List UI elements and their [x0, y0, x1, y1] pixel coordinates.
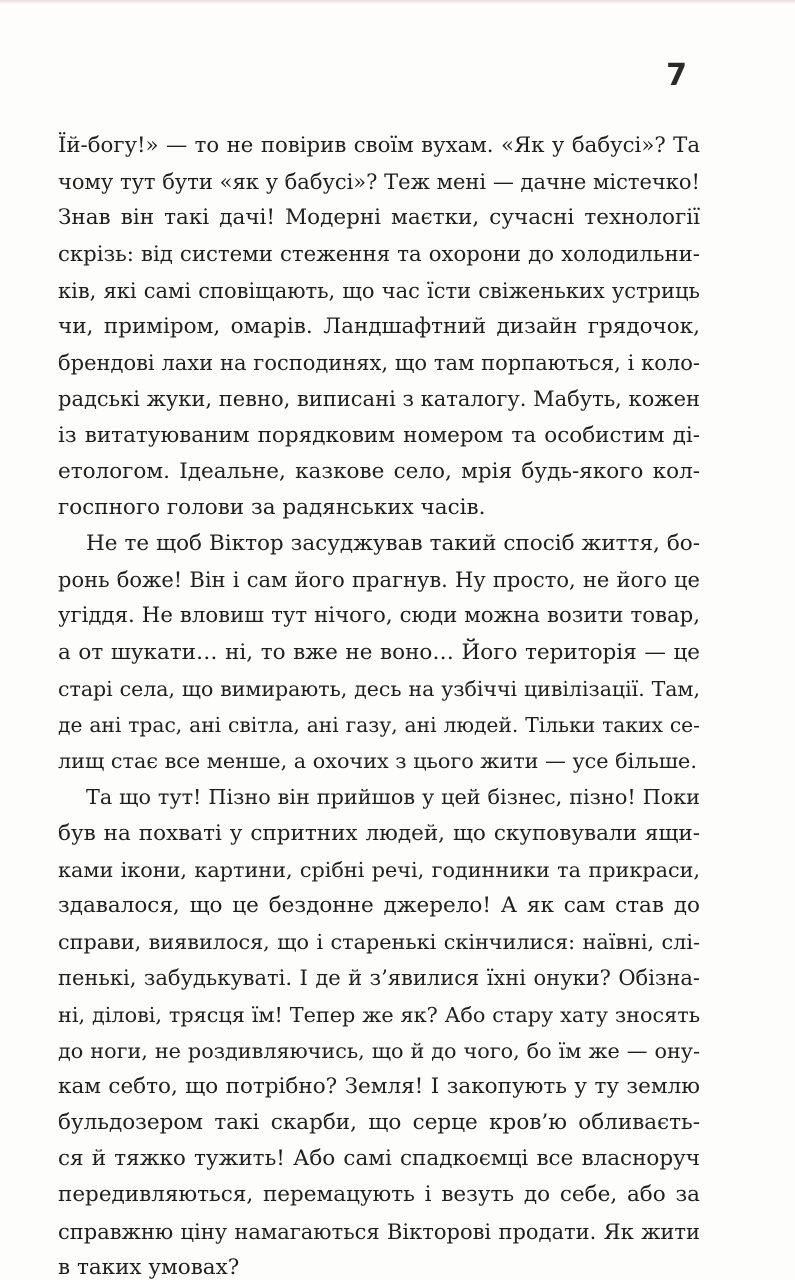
text-line: госпного голови за радянських часів.: [58, 494, 486, 520]
text-line: а от шукати… ні, то вже не воно… Його територія — це: [58, 639, 700, 665]
paragraph-3: [58, 779, 700, 1280]
text-line: бульдозером такі скарби, що серце кров’ю обливаєть-: [58, 1110, 700, 1136]
paragraph-2: [58, 526, 700, 779]
text-line: із витатуюваним порядковим номером та особистим ді-: [58, 422, 700, 448]
text-line: лищ стає все менше, а охочих з цього жити — усе більше.: [58, 749, 697, 774]
text-line: справи, виявилося, що і старенькі скінчилися: наївні, слі-: [58, 930, 700, 955]
text-line: етологом. Ідеальне, казкове село, мрія будь-якого кол-: [58, 458, 700, 484]
text-line: Їй-богу!» — то не повірив своїм вухам. «Як у бабусі»? Та: [58, 133, 700, 158]
text-line: старі села, що вимирають, десь на узбіччі цивілізації. Там,: [58, 676, 700, 701]
text-line: угіддя. Не вловиш тут нічого, сюди можна возити товар,: [58, 603, 700, 629]
paragraph-1: [58, 128, 700, 526]
text-line: радські жуки, певно, виписані з каталогу. Мабуть, кожен: [58, 387, 700, 412]
text-line: скрізь: від системи стеження та охорони до холодильни-: [58, 241, 700, 267]
text-line: ків, які самі сповіщають, що час їсти свіженьких устриць: [58, 278, 700, 303]
page-top-edge: [0, 0, 795, 4]
text-line: ронь боже! Він і сам його прагнув. Ну просто, не його це: [58, 568, 700, 593]
text-line: був на похваті у спритних людей, що скуповували ящи-: [58, 820, 700, 846]
page-number: 7: [666, 58, 687, 93]
text-line: здавалося, що це бездонне джерело! А як сам став до: [58, 892, 700, 918]
body-text: [58, 128, 700, 1280]
text-line: ся й тяжко тужить! Або самі спадкоємці все власноруч: [58, 1146, 700, 1172]
text-line: справжню ціну намагаються Вікторові продати. Як жити: [58, 1219, 700, 1244]
text-line: де ані трас, ані світла, ані газу, ані людей. Тільки таких се-: [58, 713, 700, 737]
text-line: кам себто, що потрібно? Земля! І закопують у ту землю: [58, 1073, 700, 1099]
text-line: ками ікони, картини, срібні речі, годинники та прикраси,: [58, 857, 700, 882]
text-line: чому тут бути «як у бабусі»? Теж мені — дачне містечко!: [58, 170, 700, 195]
text-line: Та що тут! Пізно він прийшов у цей бізнес, пізно! Поки: [86, 785, 700, 810]
text-line: передивляються, перемацують і везуть до себе, або за: [58, 1182, 700, 1208]
text-line: брендові лахи на господинях, що там порпаються, і коло-: [58, 351, 700, 376]
text-line: ні, ділові, трясця їм! Тепер же як? Або стару хату зносять: [58, 1002, 700, 1027]
text-line: чи, приміром, омарів. Ландшафтний дизайн грядочок,: [58, 313, 700, 339]
text-line: до ноги, не роздивляючись, що й до чого, бо їм же — ону-: [58, 1038, 700, 1063]
text-line: Знав він такі дачі! Модерні маєтки, сучасні технології: [58, 205, 700, 231]
text-line: в таких умовах?: [58, 1254, 240, 1280]
text-line: Не те щоб Віктор засуджував такий спосіб життя, бо-: [86, 531, 700, 557]
text-line: пенькі, забудькуваті. І де й з’явилися їхні онуки? Обізна-: [58, 966, 700, 991]
